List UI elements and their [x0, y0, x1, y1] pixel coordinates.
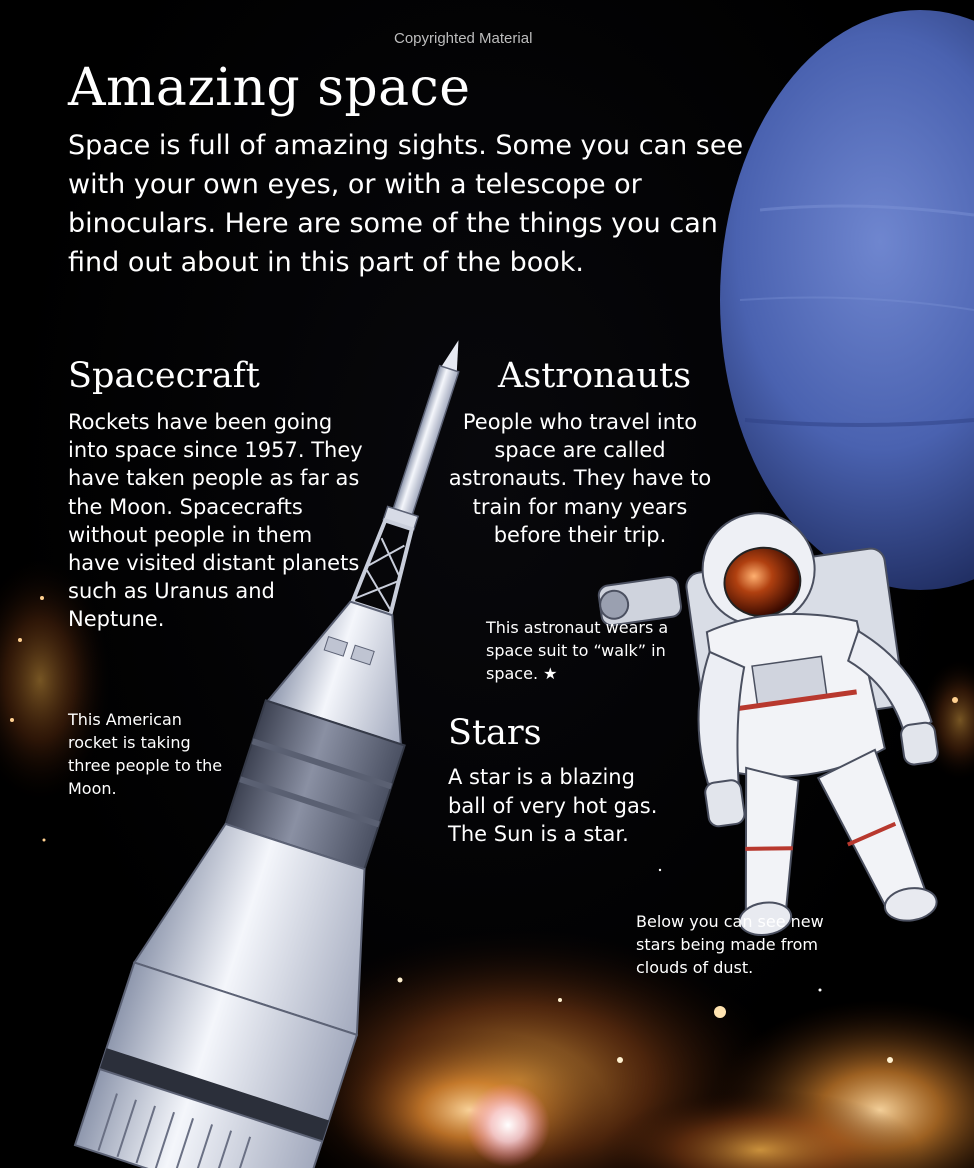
astronauts-body: People who travel into space are called astronauts. They have to train for many years before their trip.	[448, 410, 712, 547]
page-title: Amazing space	[68, 58, 471, 118]
intro-paragraph: Space is full of amazing sights. Some you can see with your own eyes, or with a telescope or binoculars. Here are some of the things you can find out about in this part of the book.	[68, 130, 744, 278]
stars-caption: Below you can see new stars being made from clouds of dust.	[636, 912, 824, 977]
stars-heading: Stars	[448, 713, 542, 753]
astronauts-heading: Astronauts	[498, 356, 692, 396]
spacecraft-body: Rockets have been going into space since 1957. They have taken people as far as the Moon. Spacecrafts without people in them have visited distant planets such as Uranus and Neptune.	[68, 410, 363, 632]
copyright-notice: Copyrighted Material	[394, 30, 533, 47]
rocket-caption: This American rocket is taking three people to the Moon.	[68, 710, 223, 798]
spacecraft-heading: Spacecraft	[68, 356, 260, 396]
stars-body: A star is a blazing ball of very hot gas. The Sun is a star.	[448, 765, 658, 846]
planet-neptune-illustration	[720, 10, 974, 590]
astronaut-caption: This astronaut wears a space suit to “walk” in space. ★	[486, 618, 669, 683]
